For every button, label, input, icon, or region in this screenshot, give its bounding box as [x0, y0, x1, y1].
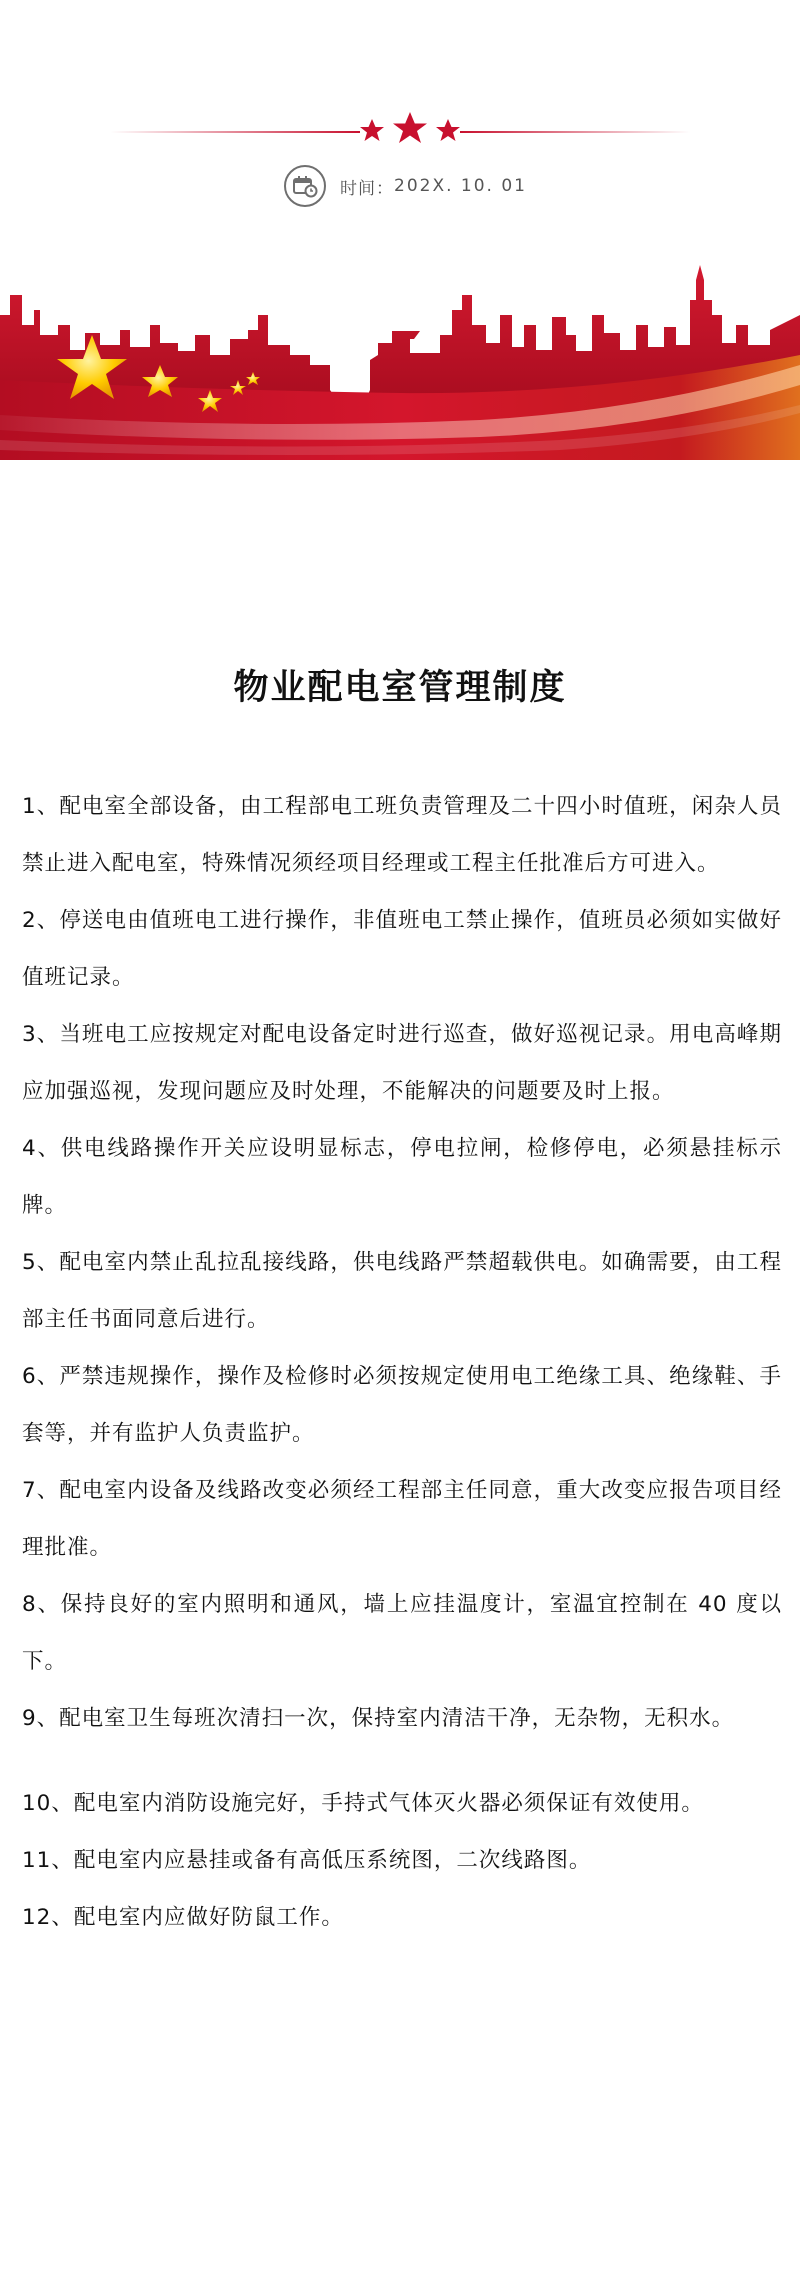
date-label: 时间： — [340, 178, 394, 199]
page-title: 物业配电室管理制度 — [233, 668, 567, 708]
divider-line-right — [460, 131, 690, 133]
date-row — [284, 162, 527, 210]
regulations-body — [22, 778, 782, 1946]
regulation-item: 1、配电室全部设备，由工程部电工班负责管理及二十四小时值班，闲杂人员禁止进入配电室，特殊情况须经项目经理或工程主任批准后方可进入。 — [22, 794, 782, 876]
regulation-item: 12、配电室内应做好防鼠工作。 — [22, 1905, 344, 1930]
regulation-item: 8、保持良好的室内照明和通风，墙上应挂温度计，室温宜控制在 40 度以下。 — [22, 1592, 782, 1674]
divider-line-left — [110, 131, 360, 133]
star-icon — [360, 119, 384, 141]
regulation-item: 3、当班电工应按规定对配电设备定时进行巡查，做好巡视记录。用电高峰期应加强巡视，发现问题应及时处理，不能解决的问题要及时上报。 — [22, 1022, 782, 1104]
paragraph-gap — [22, 1747, 782, 1775]
regulation-item: 11、配电室内应悬挂或备有高低压系统图，二次线路图。 — [22, 1848, 592, 1873]
regulation-item: 7、配电室内设备及线路改变必须经工程部主任同意，重大改变应报告项目经理批准。 — [22, 1478, 782, 1560]
regulation-item: 4、供电线路操作开关应设明显标志，停电拉闸，检修停电，必须悬挂标示牌。 — [22, 1136, 782, 1218]
regulation-item: 9、配电室卫生每班次清扫一次，保持室内清洁干净，无杂物，无积水。 — [22, 1706, 735, 1731]
title-stars-divider — [0, 100, 800, 160]
city-skyline-banner — [0, 255, 800, 460]
star-icon — [436, 119, 460, 141]
regulation-item: 5、配电室内禁止乱拉乱接线路，供电线路严禁超载供电。如确需要，由工程部主任书面同意后进行。 — [22, 1250, 782, 1332]
date-value: 202X. 10. 01 — [394, 176, 527, 196]
calendar-clock-icon — [284, 165, 326, 207]
regulation-item: 10、配电室内消防设施完好，手持式气体灭火器必须保证有效使用。 — [22, 1791, 704, 1816]
regulation-item: 6、严禁违规操作，操作及检修时必须按规定使用电工绝缘工具、绝缘鞋、手套等，并有监护人负责监护。 — [22, 1364, 782, 1446]
regulation-item: 2、停送电由值班电工进行操作，非值班电工禁止操作，值班员必须如实做好值班记录。 — [22, 908, 782, 990]
header-decoration — [0, 0, 800, 470]
star-icon — [393, 112, 427, 143]
